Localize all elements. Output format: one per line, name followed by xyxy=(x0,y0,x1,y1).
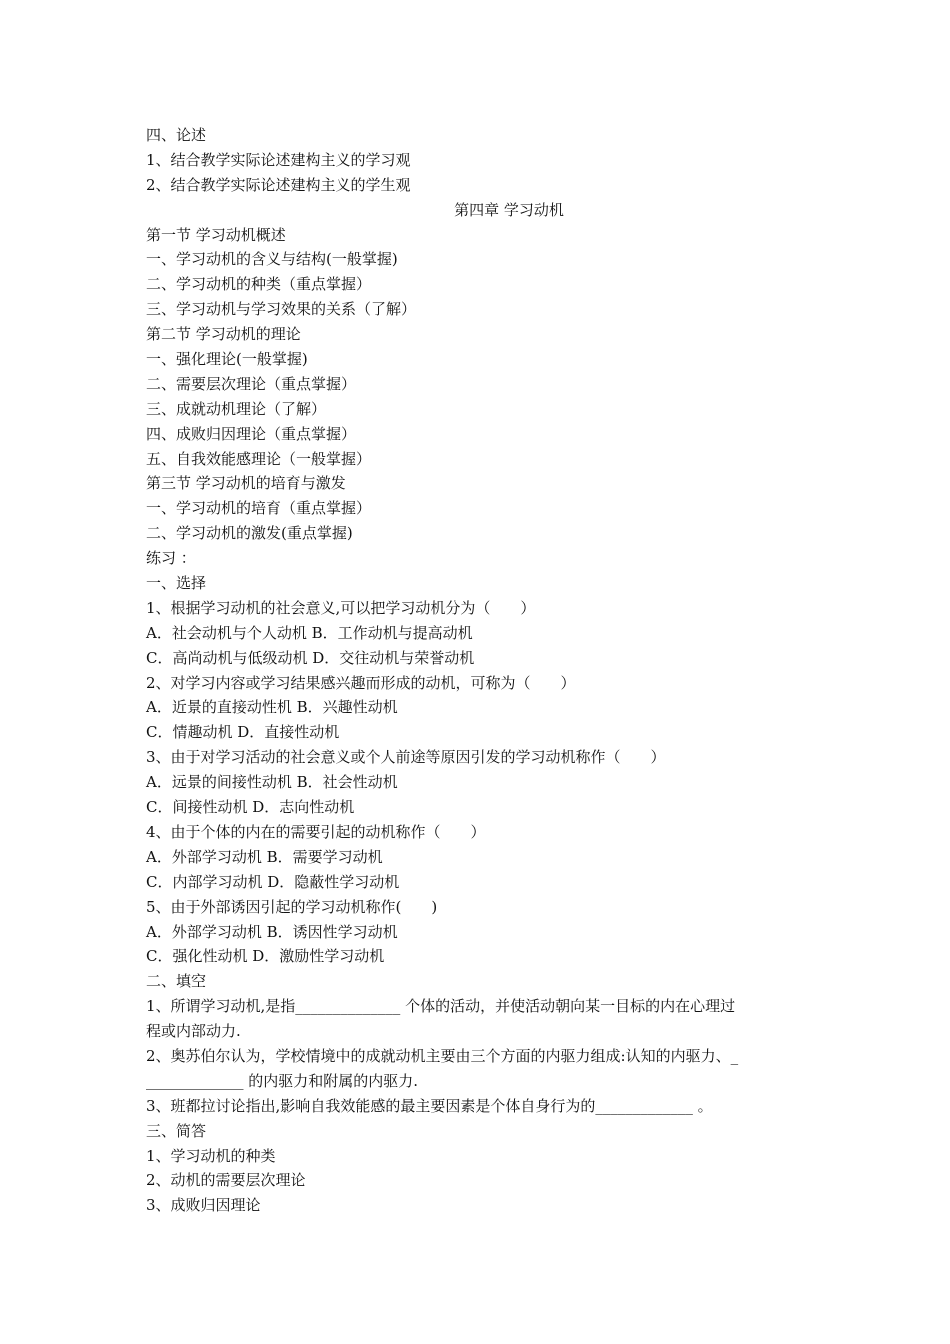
section-1-item-2: 二、学习动机的种类（重点掌握） xyxy=(146,275,372,294)
section-2-item-3: 三、成就动机理论（了解） xyxy=(146,399,327,418)
choice-2-options-cd: C．情趣动机 D．直接性动机 xyxy=(146,723,340,742)
short-answer-1: 1、学习动机的种类 xyxy=(146,1146,276,1165)
essay-question-1: 1、结合教学实际论述建构主义的学习观 xyxy=(146,150,411,169)
choice-3-options-ab: A．远景的间接性动机 B．社会性动机 xyxy=(146,773,398,792)
choice-4-options-cd: C．内部学习动机 D．隐蔽性学习动机 xyxy=(146,872,400,891)
choice-question-2: 2、对学习内容或学习结果感兴趣而形成的动机，可称为（ ） xyxy=(146,673,576,692)
choice-question-4: 4、由于个体的内在的需要引起的动机称作（ ） xyxy=(146,822,486,841)
choice-question-5: 5、由于外部诱因引起的学习动机称作( ) xyxy=(146,897,438,916)
choice-5-options-ab: A．外部学习动机 B．诱因性学习动机 xyxy=(146,922,398,941)
section-2-item-4: 四、成败归因理论（重点掌握） xyxy=(146,424,357,443)
choice-1-options-cd: C．高尚动机与低级动机 D．交往动机与荣誉动机 xyxy=(146,648,475,667)
choice-heading: 一、选择 xyxy=(146,574,207,593)
short-answer-heading: 三、简答 xyxy=(146,1121,207,1140)
fill-blank-3: 3、班都拉讨论指出,影响自我效能感的最主要因素是个体自身行为的_____________ 。 xyxy=(146,1096,713,1115)
choice-question-1: 1、根据学习动机的社会意义,可以把学习动机分为（ ） xyxy=(146,598,536,617)
section-3-item-2: 二、学习动机的激发(重点掌握) xyxy=(146,524,353,543)
choice-question-3: 3、由于对学习活动的社会意义或个人前途等原因引发的学习动机称作（ ） xyxy=(146,748,666,767)
choice-4-options-ab: A．外部学习动机 B．需要学习动机 xyxy=(146,847,383,866)
section-3-item-1: 一、学习动机的培育（重点掌握） xyxy=(146,499,372,518)
fill-blank-heading: 二、填空 xyxy=(146,972,207,991)
section-2-item-2: 二、需要层次理论（重点掌握） xyxy=(146,374,357,393)
exercise-heading: 练习 ： xyxy=(146,549,196,568)
essay-question-2: 2、结合教学实际论述建构主义的学生观 xyxy=(146,175,411,194)
section-1-title: 第一节 学习动机概述 xyxy=(146,225,286,244)
fill-blank-1-line-2: 程或内部动力. xyxy=(146,1022,241,1041)
section-2-item-5: 五、自我效能感理论（一般掌握） xyxy=(146,449,372,468)
choice-5-options-cd: C．强化性动机 D．激励性学习动机 xyxy=(146,947,385,966)
section-1-item-1: 一、学习动机的含义与结构(一般掌握) xyxy=(146,250,398,269)
section-heading-essay: 四、论述 xyxy=(146,126,207,144)
section-2-title: 第二节 学习动机的理论 xyxy=(146,325,301,344)
choice-3-options-cd: C．间接性动机 D．志向性动机 xyxy=(146,798,355,817)
short-answer-2: 2、动机的需要层次理论 xyxy=(146,1171,306,1190)
section-2-item-1: 一、强化理论(一般掌握) xyxy=(146,350,308,369)
fill-blank-1-line-1: 1、所谓学习动机,是指______________ 个体的活动，并使活动朝向某一目标的内在心理过 xyxy=(146,997,736,1016)
chapter-title: 第四章 学习动机 xyxy=(454,200,564,219)
fill-blank-2-line-2: _____________ 的内驱力和附属的内驱力. xyxy=(146,1071,419,1090)
section-3-title: 第三节 学习动机的培育与激发 xyxy=(146,474,346,493)
choice-2-options-ab: A．近景的直接动性机 B．兴趣性动机 xyxy=(146,698,398,717)
section-1-item-3: 三、学习动机与学习效果的关系（了解） xyxy=(146,300,417,319)
short-answer-3: 3、成败归因理论 xyxy=(146,1196,261,1215)
choice-1-options-ab: A．社会动机与个人动机 B．工作动机与提高动机 xyxy=(146,623,473,642)
document-page xyxy=(146,123,812,1218)
fill-blank-2-line-1: 2、奥苏伯尔认为，学校情境中的成就动机主要由三个方面的内驱力组成:认知的内驱力、_ xyxy=(146,1046,739,1065)
